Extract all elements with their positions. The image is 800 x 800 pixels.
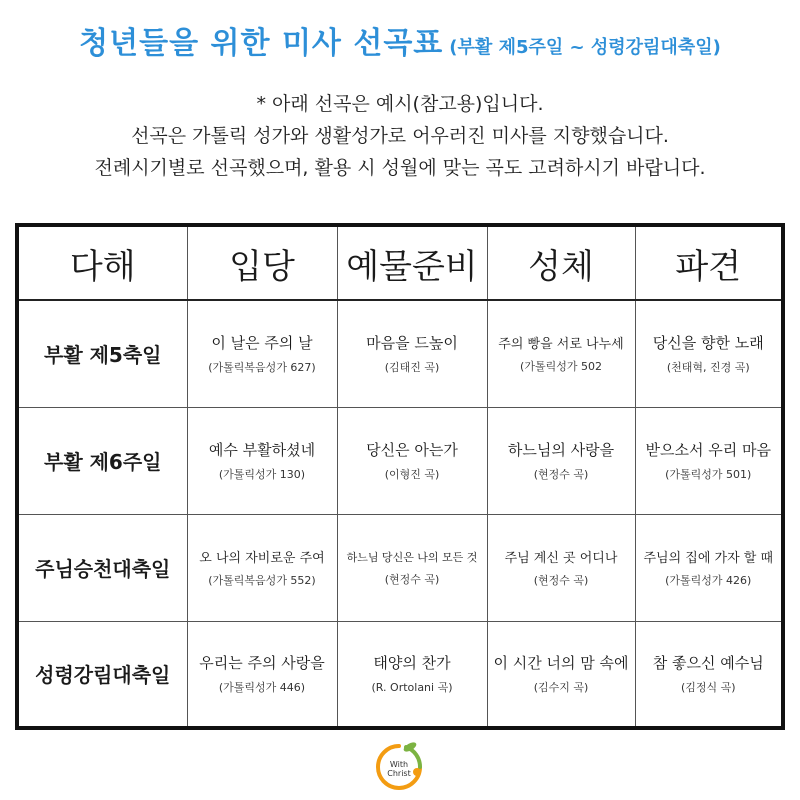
song-title: 우리는 주의 사랑을 — [199, 654, 325, 673]
intro-line: 전례시기별로 선곡했으며, 활용 시 성월에 맞는 곡도 고려하시기 바랍니다. — [94, 157, 706, 179]
song-source: (천태혁, 진경 곡) — [666, 361, 750, 375]
column-header-recessional: 파견 — [635, 225, 783, 300]
table-row — [17, 300, 783, 407]
song-title: 당신을 향한 노래 — [652, 334, 764, 353]
song-cell — [187, 300, 337, 407]
song-source: (가톨릭복음성가 627) — [208, 361, 316, 375]
song-table — [15, 223, 785, 730]
column-header-year: 다해 — [17, 225, 187, 300]
row-label: 부활 제5축일 — [17, 300, 187, 407]
song-source: (가톨릭성가 130) — [218, 468, 306, 481]
logo-text-with: With — [389, 760, 409, 769]
song-source: (가톨릭성가 426) — [665, 574, 752, 587]
song-cell — [187, 407, 337, 514]
song-title: 주님 계신 곳 어디나 — [504, 551, 618, 566]
song-cell — [635, 407, 783, 514]
song-cell — [635, 514, 783, 621]
song-source: (김수지 곡) — [533, 681, 589, 695]
column-header-communion: 성체 — [487, 225, 635, 300]
song-cell — [337, 514, 487, 621]
logo-text-christ: Christ — [387, 769, 411, 778]
logo-icon — [370, 738, 428, 796]
song-source: (현정수 곡) — [533, 574, 589, 587]
song-source: (김태진 곡) — [384, 361, 440, 375]
song-source: (가톨릭성가 502 — [520, 360, 602, 374]
table-row — [17, 514, 783, 621]
song-source: (가톨릭성가 446) — [218, 681, 306, 695]
song-cell — [187, 621, 337, 728]
page-title — [0, 18, 800, 62]
row-label: 부활 제6주일 — [17, 407, 187, 514]
song-cell — [337, 407, 487, 514]
song-cell — [337, 621, 487, 728]
row-label: 성령강림대축일 — [17, 621, 187, 728]
song-cell — [487, 407, 635, 514]
with-christ-logo — [370, 738, 428, 796]
song-cell — [487, 300, 635, 407]
song-source: (현정수 곡) — [384, 572, 440, 586]
song-title: 오 나의 자비로운 주여 — [199, 551, 325, 566]
column-header-entrance: 입당 — [187, 225, 337, 300]
song-cell — [487, 621, 635, 728]
title-main: 청년들을 위한 미사 선곡표 — [79, 26, 444, 61]
song-title: 하느님 당신은 나의 모든 것 — [346, 550, 478, 564]
song-title: 주의 빵을 서로 나누세 — [498, 337, 624, 353]
song-source: (김정식 곡) — [680, 681, 736, 695]
song-cell — [337, 300, 487, 407]
song-title: 예수 부활하셨네 — [208, 441, 316, 459]
song-source: (현정수 곡) — [533, 468, 589, 481]
intro-text — [0, 88, 800, 184]
song-cell — [635, 621, 783, 728]
song-title: 마음을 드높이 — [366, 334, 458, 353]
column-header-offertory: 예물준비 — [337, 225, 487, 300]
intro-line: 선곡은 가톨릭 성가와 생활성가로 어우러진 미사를 지향했습니다. — [131, 125, 669, 147]
song-title: 태양의 찬가 — [373, 654, 451, 673]
song-title: 이 시간 너의 맘 속에 — [493, 654, 629, 673]
table-header-row — [17, 225, 783, 300]
song-title: 참 좋으신 예수님 — [652, 654, 764, 673]
song-title: 이 날은 주의 날 — [211, 334, 313, 353]
song-title: 받으소서 우리 마음 — [645, 441, 771, 459]
song-title: 하느님의 사랑을 — [507, 441, 615, 459]
song-title: 당신은 아는가 — [366, 441, 458, 459]
song-cell — [487, 514, 635, 621]
intro-line: * 아래 선곡은 예시(참고용)입니다. — [256, 93, 544, 115]
table-row — [17, 621, 783, 728]
song-title: 주님의 집에 가자 할 때 — [643, 551, 774, 566]
song-source: (R. Ortolani 곡) — [371, 681, 453, 695]
title-subtitle: (부활 제5주일 ~ 성령강림대축일) — [449, 37, 721, 58]
song-source: (가톨릭복음성가 552) — [208, 574, 316, 587]
song-cell — [635, 300, 783, 407]
song-source: (이형진 곡) — [384, 468, 440, 481]
song-source: (가톨릭성가 501) — [665, 468, 752, 481]
song-cell — [187, 514, 337, 621]
row-label: 주님승천대축일 — [17, 514, 187, 621]
table-row — [17, 407, 783, 514]
